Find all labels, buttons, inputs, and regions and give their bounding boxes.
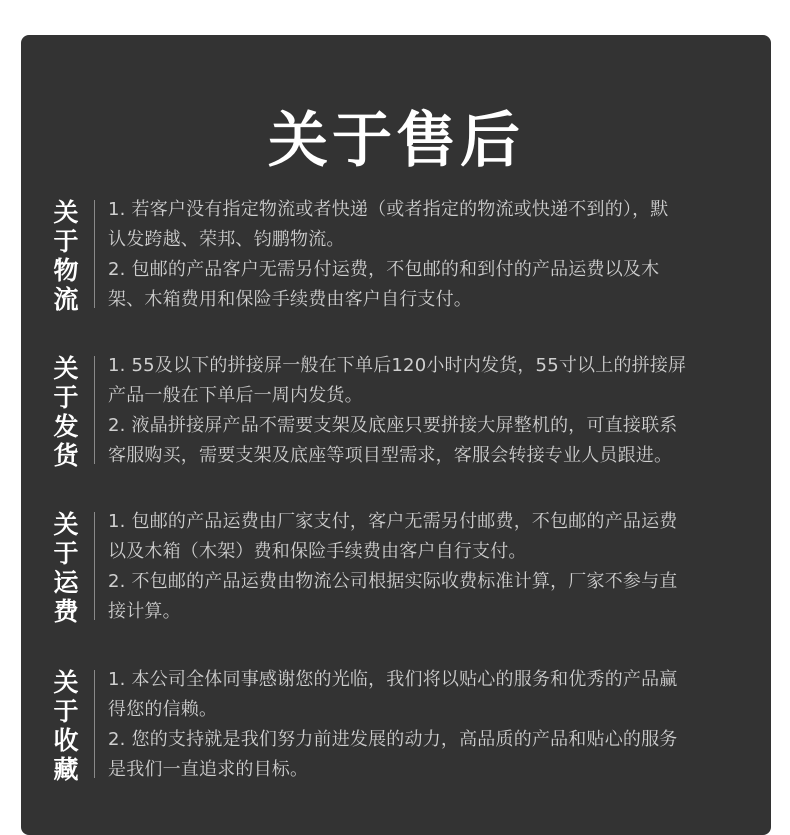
section-divider [94,200,95,308]
body-line: 1. 55及以下的拼接屏一般在下单后120小时内发货，55寸以上的拼接屏 [108,355,687,376]
section-label: 关 于 物 流 [53,198,79,314]
section-label: 关 于 发 货 [53,354,79,470]
body-line: 产品一般在下单后一周内发货。 [108,385,363,406]
body-line: 1. 若客户没有指定物流或者快递（或者指定的物流或快递不到的），默 [108,199,669,220]
body-line: 架、木箱费用和保险手续费由客户自行支付。 [108,289,472,310]
section-body [108,665,748,785]
body-line: 得您的信赖。 [108,699,218,720]
section-body [108,351,748,471]
after-sales-card [21,35,771,835]
section-body [108,507,748,627]
body-line: 是我们一直追求的目标。 [108,759,309,780]
section-body [108,195,748,315]
section-label: 关 于 运 费 [53,510,79,626]
section-divider [94,356,95,464]
body-line: 以及木箱（木架）费和保险手续费由客户自行支付。 [108,541,527,562]
section-label: 关 于 收 藏 [53,668,79,784]
section-divider [94,670,95,778]
body-line: 认发跨越、荣邦、钧鹏物流。 [108,229,345,250]
body-line: 2. 包邮的产品客户无需另付运费，不包邮的和到付的产品运费以及木 [108,259,660,280]
body-line: 客服购买，需要支架及底座等项目型需求，客服会转接专业人员跟进。 [108,445,673,466]
section-divider [94,512,95,620]
body-line: 1. 本公司全体同事感谢您的光临，我们将以贴心的服务和优秀的产品赢 [108,669,678,690]
body-line: 2. 液晶拼接屏产品不需要支架及底座只要拼接大屏整机的，可直接联系 [108,415,678,436]
body-line: 2. 您的支持就是我们努力前进发展的动力，高品质的产品和贴心的服务 [108,729,678,750]
body-line: 1. 包邮的产品运费由厂家支付，客户无需另付邮费，不包邮的产品运费 [108,511,678,532]
body-line: 2. 不包邮的产品运费由物流公司根据实际收费标准计算，厂家不参与直 [108,571,678,592]
body-line: 接计算。 [108,601,181,622]
page-title: 关于售后 [268,106,524,176]
